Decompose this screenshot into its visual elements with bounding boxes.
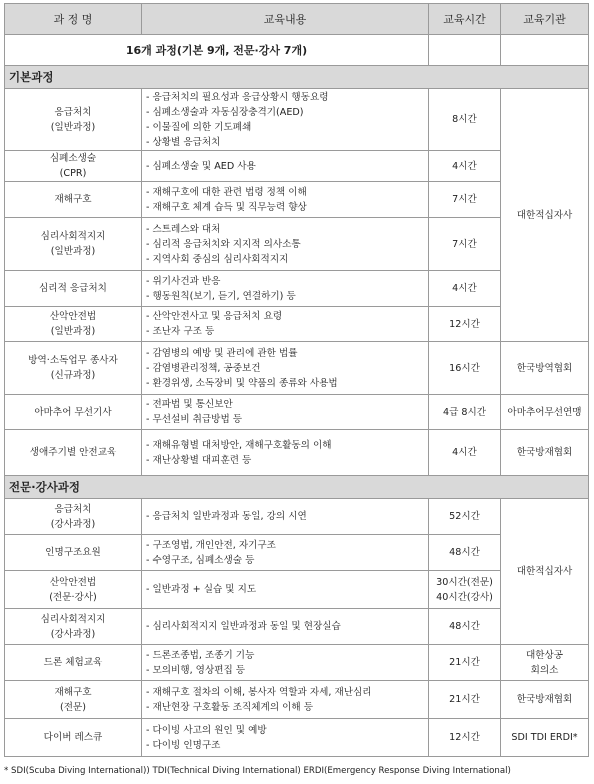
content-item: - 감염병관리정책, 공중보건 [146, 361, 428, 376]
content-item: - 재해유형별 대처방안, 재해구호활동의 이해 [146, 438, 428, 453]
course-content [142, 151, 429, 182]
course-name-line: 방역·소독업무 종사자 [28, 355, 118, 366]
course-hours [429, 535, 501, 571]
content-item: - 위기사건과 반응 [146, 274, 428, 289]
content-item: - 환경위생, 소독장비 및 약품의 종류와 사용법 [146, 376, 428, 391]
course-name-line: (강사과정) [50, 518, 96, 530]
hours-line: 40시간(강사) [436, 591, 493, 603]
course-org [501, 395, 589, 430]
course-name [5, 719, 142, 757]
hours-line: 7시간 [452, 194, 477, 205]
course-content [142, 89, 429, 151]
course-name-line: (강사과정) [50, 628, 96, 640]
course-hours [429, 609, 501, 645]
content-item: - 감염병의 예방 및 관리에 관한 법률 [146, 346, 428, 361]
hours-line: 21시간 [449, 694, 480, 705]
content-item: - 심폐소생술과 자동심장충격기(AED) [146, 105, 428, 120]
course-name [5, 89, 142, 151]
course-org [501, 430, 589, 476]
content-item: - 심리적 응급처치와 지지적 의사소통 [146, 237, 428, 252]
org-line: 대한상공 [525, 649, 564, 661]
course-name-line: (전문) [59, 701, 87, 713]
course-name [5, 681, 142, 719]
content-item: - 상황별 응급처치 [146, 135, 428, 150]
course-hours [429, 719, 501, 757]
content-item: - 이물질에 의한 기도폐쇄 [146, 120, 428, 135]
content-item: - 지역사회 중심의 심리사회적지지 [146, 252, 428, 267]
course-hours [429, 681, 501, 719]
course-name [5, 535, 142, 571]
course-name [5, 342, 142, 395]
section-title: 전문·강사과정 [5, 476, 589, 499]
course-content [142, 218, 429, 271]
summary-text: 16개 과정(기본 9개, 전문·강사 7개) [5, 35, 429, 66]
content-item: - 재해구호에 대한 관련 법령 정책 이해 [146, 185, 428, 200]
content-item: - 수영구조, 심폐소생술 등 [146, 553, 428, 568]
course-content [142, 271, 429, 307]
content-item: - 재난상황별 대피훈련 등 [146, 453, 428, 468]
hours-line: 48시간 [449, 621, 480, 632]
content-item: - 재난현장 구호활동 조직체계의 이해 등 [146, 700, 428, 715]
content-item: - 전파법 및 통신보안 [146, 397, 428, 412]
course-hours [429, 182, 501, 218]
org-line: 한국방재협회 [516, 694, 573, 705]
course-hours [429, 218, 501, 271]
content-item: - 스트레스와 대처 [146, 222, 428, 237]
course-name-line: 응급처치 [54, 503, 92, 515]
org-line: SDI TDI ERDI* [511, 732, 578, 743]
course-name-line: (일반과정) [50, 121, 96, 133]
course-name [5, 182, 142, 218]
content-item: - 다이빙 인명구조 [146, 738, 428, 753]
course-hours [429, 307, 501, 342]
org-line: 한국방역협회 [516, 362, 573, 374]
course-org [501, 645, 589, 681]
course-content [142, 609, 429, 645]
hours-line: 52시간 [449, 511, 480, 522]
course-name-line: 재해구호 [54, 194, 92, 205]
content-item: - 무선설비 취급방법 등 [146, 412, 428, 427]
course-name [5, 499, 142, 535]
training-course-table [4, 3, 589, 757]
content-item: - 모의비행, 영상편집 등 [146, 663, 428, 678]
course-name [5, 645, 142, 681]
course-name-line: 생애주기별 안전교육 [29, 447, 117, 458]
course-name-line: (일반과정) [50, 326, 96, 337]
hours-line: 48시간 [449, 547, 480, 558]
course-name [5, 307, 142, 342]
summary-row [5, 35, 589, 66]
course-name [5, 571, 142, 609]
course-content [142, 719, 429, 757]
content-item: - 일반과정 + 실습 및 지도 [146, 582, 428, 597]
hours-line: 30시간(전문) [436, 576, 493, 588]
hours-line: 4시간 [452, 160, 477, 172]
section-title: 기본과정 [5, 66, 589, 89]
content-item: - 행동원칙(보기, 듣기, 연결하기) 등 [146, 289, 428, 304]
course-content [142, 535, 429, 571]
content-item: - 재해구호 절차의 이해, 봉사자 역할과 자세, 재난심리 [146, 685, 428, 700]
course-org [501, 719, 589, 757]
table-header-row [5, 4, 589, 35]
course-name-line: 심리사회적지지 [40, 613, 106, 625]
content-item: - 드론조종법, 조종기 기능 [146, 648, 428, 663]
course-name-line: (전문·강사) [49, 591, 97, 603]
content-item: - 심폐소생술 및 AED 사용 [146, 159, 428, 174]
course-content [142, 307, 429, 342]
course-row [5, 395, 589, 430]
course-org [501, 681, 589, 719]
course-name [5, 395, 142, 430]
course-content [142, 182, 429, 218]
course-row [5, 89, 589, 151]
org-line: 한국방재협회 [516, 447, 573, 458]
content-item: - 다이빙 사고의 원인 및 예방 [146, 723, 428, 738]
course-row [5, 430, 589, 476]
course-content [142, 645, 429, 681]
course-row [5, 499, 589, 535]
course-content [142, 395, 429, 430]
course-name-line: 아마추어 무선기사 [34, 406, 112, 418]
hours-line: 12시간 [449, 318, 480, 330]
section-header-row [5, 476, 589, 499]
footnote: * SDI(Scuba Diving International)) TDI(Technical Diving International) ERDI(Emergency Response Diving International) [4, 766, 511, 776]
hours-line: 7시간 [452, 238, 477, 250]
hours-line: 12시간 [449, 732, 480, 743]
hours-line: 21시간 [449, 657, 480, 668]
course-name-line: 심리사회적지지 [40, 231, 106, 242]
course-hours [429, 89, 501, 151]
content-item: - 조난자 구조 등 [146, 324, 428, 339]
content-item: - 산악안전사고 및 응급처치 요령 [146, 309, 428, 324]
course-org [501, 342, 589, 395]
section-header-row [5, 66, 589, 89]
course-content [142, 342, 429, 395]
hours-line: 4급 8시간 [442, 406, 487, 418]
course-content [142, 571, 429, 609]
course-name-line: 산악안전법 [49, 311, 97, 322]
course-content [142, 430, 429, 476]
course-row [5, 342, 589, 395]
shared-org: 대한적십자사 [501, 499, 589, 645]
course-name [5, 271, 142, 307]
course-hours [429, 571, 501, 609]
header-course: 과 정 명 [5, 4, 142, 35]
course-hours [429, 499, 501, 535]
content-item: - 응급처치의 필요성과 응급상황시 행동요령 [146, 90, 428, 105]
course-content [142, 681, 429, 719]
content-item: - 구조영법, 개인안전, 자기구조 [146, 538, 428, 553]
header-hours: 교육시간 [429, 4, 501, 35]
course-name [5, 430, 142, 476]
course-content [142, 499, 429, 535]
course-name-line: (일반과정) [50, 246, 96, 257]
course-hours [429, 430, 501, 476]
course-hours [429, 645, 501, 681]
course-name-line: 산악안전법 [49, 576, 97, 588]
org-line: 회의소 [530, 664, 559, 676]
course-name-line: 심폐소생술 [49, 153, 97, 164]
content-item: - 심리사회적지지 일반과정과 동일 및 현장실습 [146, 619, 428, 634]
course-hours [429, 151, 501, 182]
course-name-line: (신규과정) [50, 370, 96, 381]
summary-empty-org [501, 35, 589, 66]
org-line: 아마추어무선연맹 [507, 406, 582, 418]
course-name-line: (CPR) [59, 168, 87, 179]
course-name-line: 드론 체험교육 [43, 657, 103, 668]
shared-org: 대한적십자사 [501, 89, 589, 342]
course-row [5, 719, 589, 757]
course-row [5, 681, 589, 719]
course-hours [429, 271, 501, 307]
content-item: - 응급처치 일반과정과 동일, 강의 시연 [146, 509, 428, 524]
course-name [5, 609, 142, 645]
course-name-line: 재해구호 [54, 686, 92, 698]
course-name [5, 151, 142, 182]
hours-line: 4시간 [452, 447, 477, 458]
header-org: 교육기관 [501, 4, 589, 35]
hours-line: 4시간 [452, 283, 477, 294]
course-hours [429, 342, 501, 395]
course-name-line: 인명구조요원 [45, 547, 101, 558]
content-item: - 재해구호 체계 습득 및 직무능력 향상 [146, 200, 428, 215]
header-content: 교육내용 [142, 4, 429, 35]
course-hours [429, 395, 501, 430]
hours-line: 16시간 [449, 362, 480, 374]
course-row [5, 645, 589, 681]
course-name [5, 218, 142, 271]
course-name-line: 응급처치 [54, 106, 92, 118]
course-name-line: 심리적 응급처치 [39, 283, 107, 294]
hours-line: 8시간 [452, 114, 477, 125]
summary-empty-hours [429, 35, 501, 66]
course-name-line: 다이버 레스큐 [43, 732, 103, 743]
